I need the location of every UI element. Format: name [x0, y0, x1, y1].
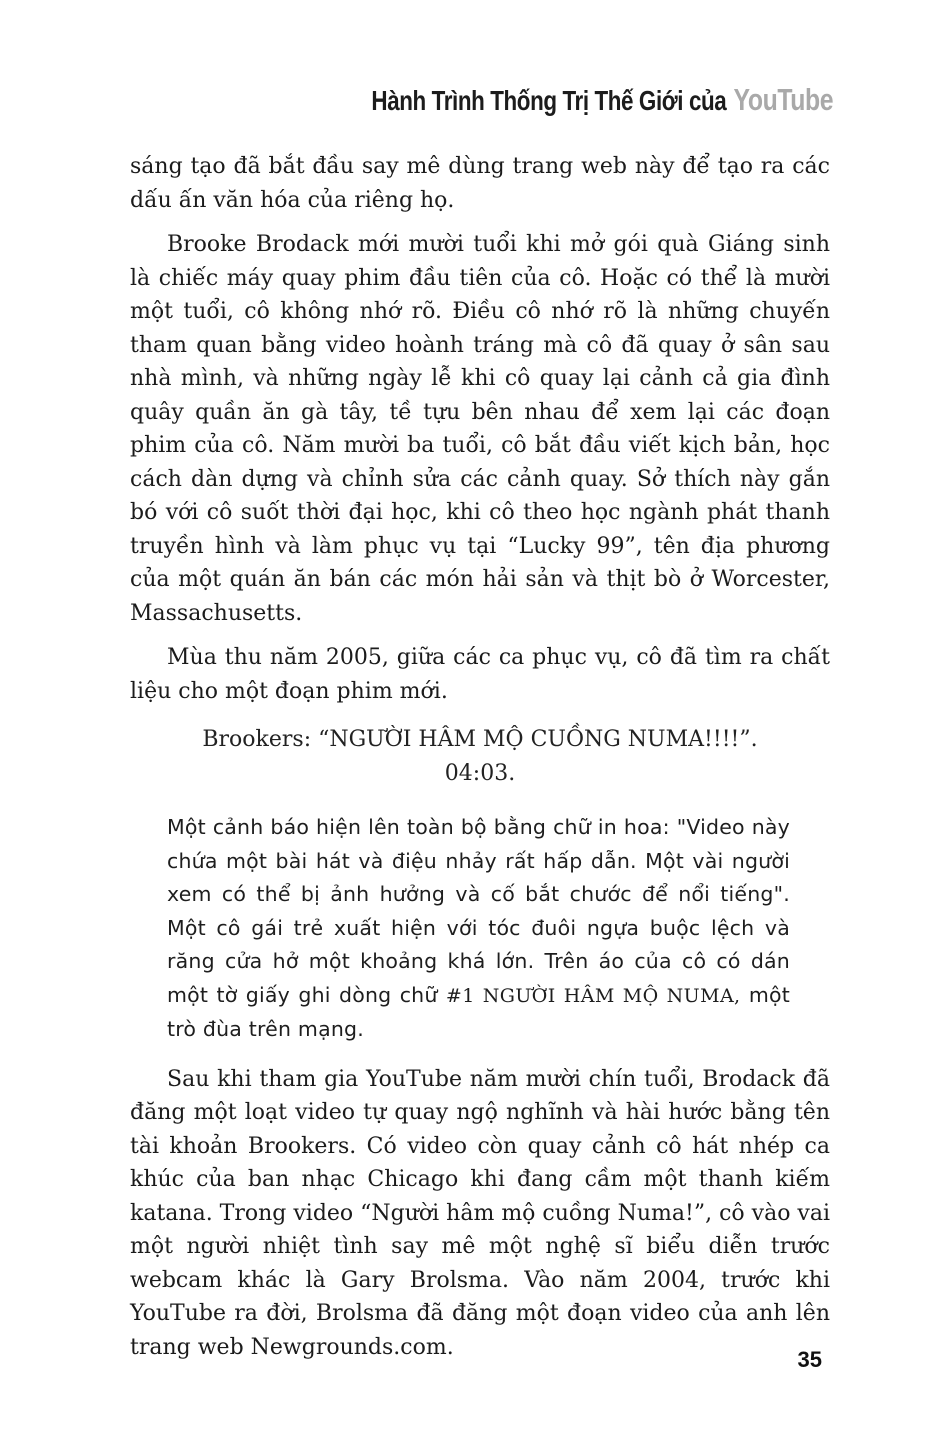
quote-sign-text: #1 NGƯỜI HÂM MỘ NUMA, — [445, 984, 741, 1007]
quote-text-after: một trò đùa trên mạng. — [167, 982, 790, 1041]
quote-text-before: Một cảnh báo hiện lên toàn bộ bằng chữ in hoa: "Video này chứa một bài hát và điệu nhảy rất hấp dẫn. Một vài người xem có thể bị ảnh hưởng và cố bắt chước để nổi tiếng". Một cô gái trẻ xuất hiện với tóc đuôi ngựa buộc lệch và răng cửa hở một khoảng khá lớn. Trên áo của cô có dán một tờ giấy ghi dòng chữ — [167, 815, 790, 1007]
video-title-heading — [130, 723, 830, 791]
paragraph-brooke-intro: Brooke Brodack mới mười tuổi khi mở gói quà Giáng sinh là chiếc máy quay phim đầu tiên của cô. Hoặc có thể là mười một tuổi, cô không nhớ rõ. Điều cô nhớ rõ là những chuyến tham quan bằng video hoành tráng mà cô đã quay ở sân sau nhà mình, và những ngày lễ khi cô quay lại cảnh cả gia đình quây quần ăn gà tây, tề tựu bên nhau để xem lại các đoạn phim của cô. Năm mười ba tuổi, cô bắt đầu viết kịch bản, học cách dàn dựng và chỉnh sửa các cảnh quay. Sở thích này gắn bó với cô suốt thời đại học, khi cô theo học ngành phát thanh truyền hình và làm phục vụ tại “Lucky 99”, tên địa phương của một quán ăn bán các món hải sản và thịt bò ở Worcester, Massachusetts. — [130, 232, 830, 626]
paragraph-autumn-2005: Mùa thu năm 2005, giữa các ca phục vụ, cô đã tìm ra chất liệu cho một đoạn phim mới. — [130, 645, 830, 704]
video-description-quote — [167, 811, 790, 1047]
paragraph-brodack-youtube: Sau khi tham gia YouTube năm mười chín tuổi, Brodack đã đăng một loạt video tự quay ngộ nghĩnh và hài hước bằng tên tài khoản Brookers. Có video còn quay cảnh cô hát nhép ca khúc của ban nhạc Chicago khi đang cầm một thanh kiếm katana. Trong video “Người hâm mộ cuồng Numa!”, cô vào vai một người nhiệt tình say mê một nghệ sĩ biểu diễn trước webcam khác là Gary Brolsma. Vào năm 2004, trước khi YouTube ra đời, Brolsma đã đăng một đoạn video của anh lên trang web Newgrounds.com. — [130, 1066, 831, 1360]
video-duration-line: 04:03. — [444, 761, 516, 786]
running-header-brand: YouTube — [733, 82, 833, 117]
running-header — [371, 82, 833, 118]
page-number: 35 — [797, 1347, 822, 1372]
running-header-title: Hành Trình Thống Trị Thế Giới của — [371, 85, 727, 116]
video-title-line: Brookers: “NGƯỜI HÂM MỘ CUỒNG NUMA!!!!”. — [202, 727, 758, 752]
page-content — [130, 150, 830, 1375]
paragraph-continued: sáng tạo đã bắt đầu say mê dùng trang web này để tạo ra các dấu ấn văn hóa của riêng họ. — [130, 154, 830, 213]
